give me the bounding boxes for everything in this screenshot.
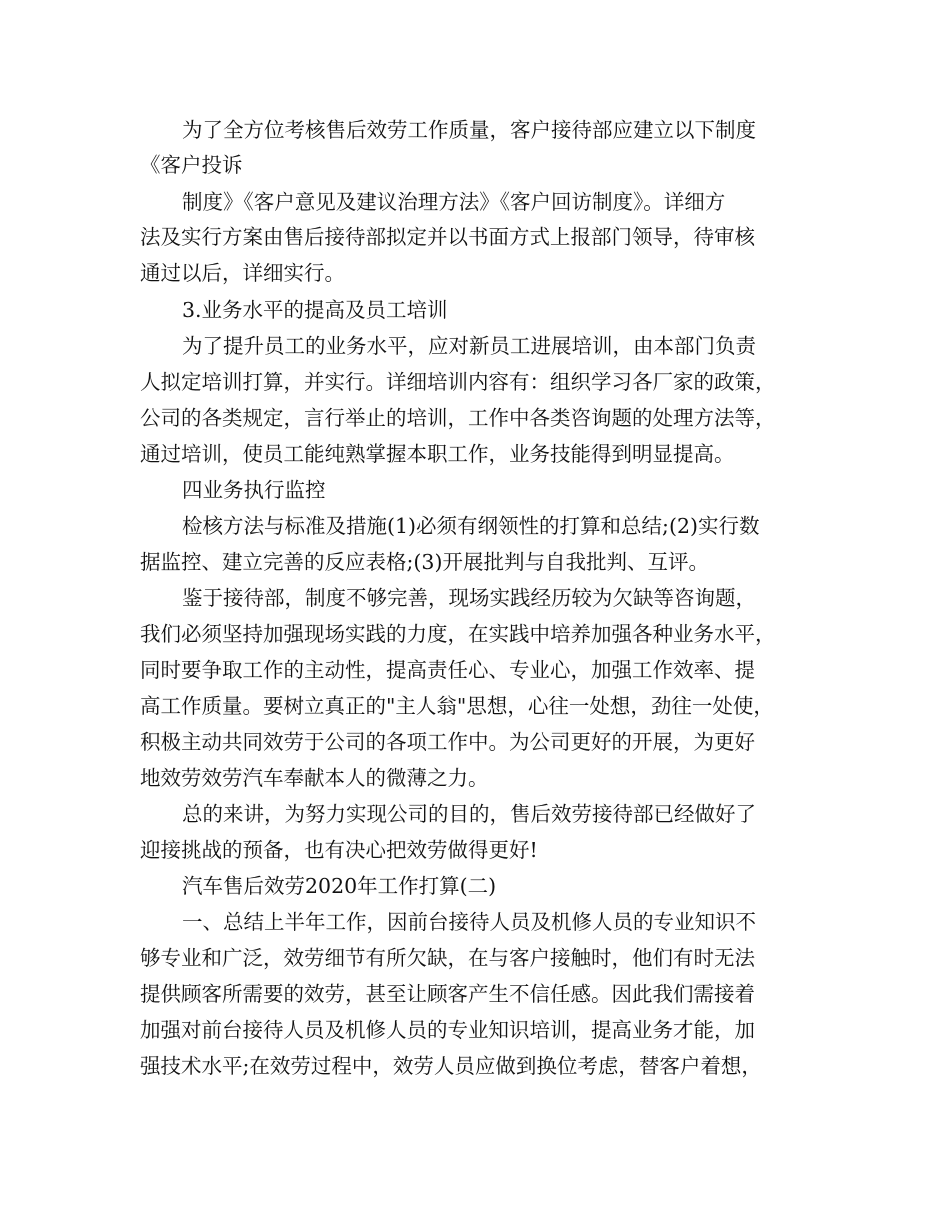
text-line: 通过培训，使员工能纯熟掌握本职工作，业务技能得到明显提高。 <box>140 442 735 466</box>
text-line: 《客户投诉 <box>140 153 243 177</box>
section-heading: 四业务执行监控 <box>182 478 326 502</box>
text-line: 据监控、建立完善的反应表格;(3)开展批判与自我批判、互评。 <box>140 550 709 574</box>
text-line: 鉴于接待部，制度不够完善，现场实践经历较为欠缺等咨询题， <box>182 586 756 610</box>
text-line: 人拟定培训打算，并实行。详细培训内容有：组织学习各厂家的政策， <box>140 370 776 394</box>
text-line: 我们必须坚持加强现场实践的力度，在实践中培养加强各种业务水平， <box>140 622 776 646</box>
text-line: 法及实行方案由售后接待部拟定并以书面方式上报部门领导，待审核 <box>140 225 755 249</box>
text-line: 同时要争取工作的主动性，提高责任心、专业心，加强工作效率、提 <box>140 658 755 682</box>
text-line: 强技术水平;在效劳过程中，效劳人员应做到换位考虑，替客户着想， <box>140 1054 762 1078</box>
text-line: 制度》《客户意见及建议治理方法》《客户回访制度》。详细方 <box>182 190 726 214</box>
section-heading: 3.业务水平的提高及员工培训 <box>182 298 448 322</box>
text-line: 为了提升员工的业务水平，应对新员工进展培训，由本部门负责 <box>182 334 756 358</box>
text-line: 够专业和广泛，效劳细节有所欠缺，在与客户接触时，他们有时无法 <box>140 946 755 970</box>
text-line: 通过以后，详细实行。 <box>140 261 345 285</box>
text-line: 为了全方位考核售后效劳工作质量，客户接待部应建立以下制度 <box>182 118 756 142</box>
text-line: 总的来讲，为努力实现公司的目的，售后效劳接待部已经做好了 <box>182 802 756 826</box>
text-line: 迎接挑战的预备，也有决心把效劳做得更好! <box>140 838 538 862</box>
text-line: 加强对前台接待人员及机修人员的专业知识培训，提高业务才能，加 <box>140 1018 755 1042</box>
text-line: 地效劳效劳汽车奉献本人的微薄之力。 <box>140 766 489 790</box>
text-line: 提供顾客所需要的效劳，甚至让顾客产生不信任感。因此我们需接着 <box>140 982 755 1006</box>
text-line: 积极主动共同效劳于公司的各项工作中。为公司更好的开展，为更好 <box>140 730 755 754</box>
text-line: 高工作质量。要树立真正的"主人翁"思想，心往一处想，劲往一处使， <box>140 694 774 718</box>
text-line: 检核方法与标准及措施(1)必须有纲领性的打算和总结;(2)实行数 <box>182 514 760 538</box>
text-line: 公司的各类规定，言行举止的培训，工作中各类咨询题的处理方法等， <box>140 406 776 430</box>
text-line: 一、总结上半年工作，因前台接待人员及机修人员的专业知识不 <box>182 910 756 934</box>
section-heading: 汽车售后效劳2020年工作打算(二) <box>182 874 497 898</box>
